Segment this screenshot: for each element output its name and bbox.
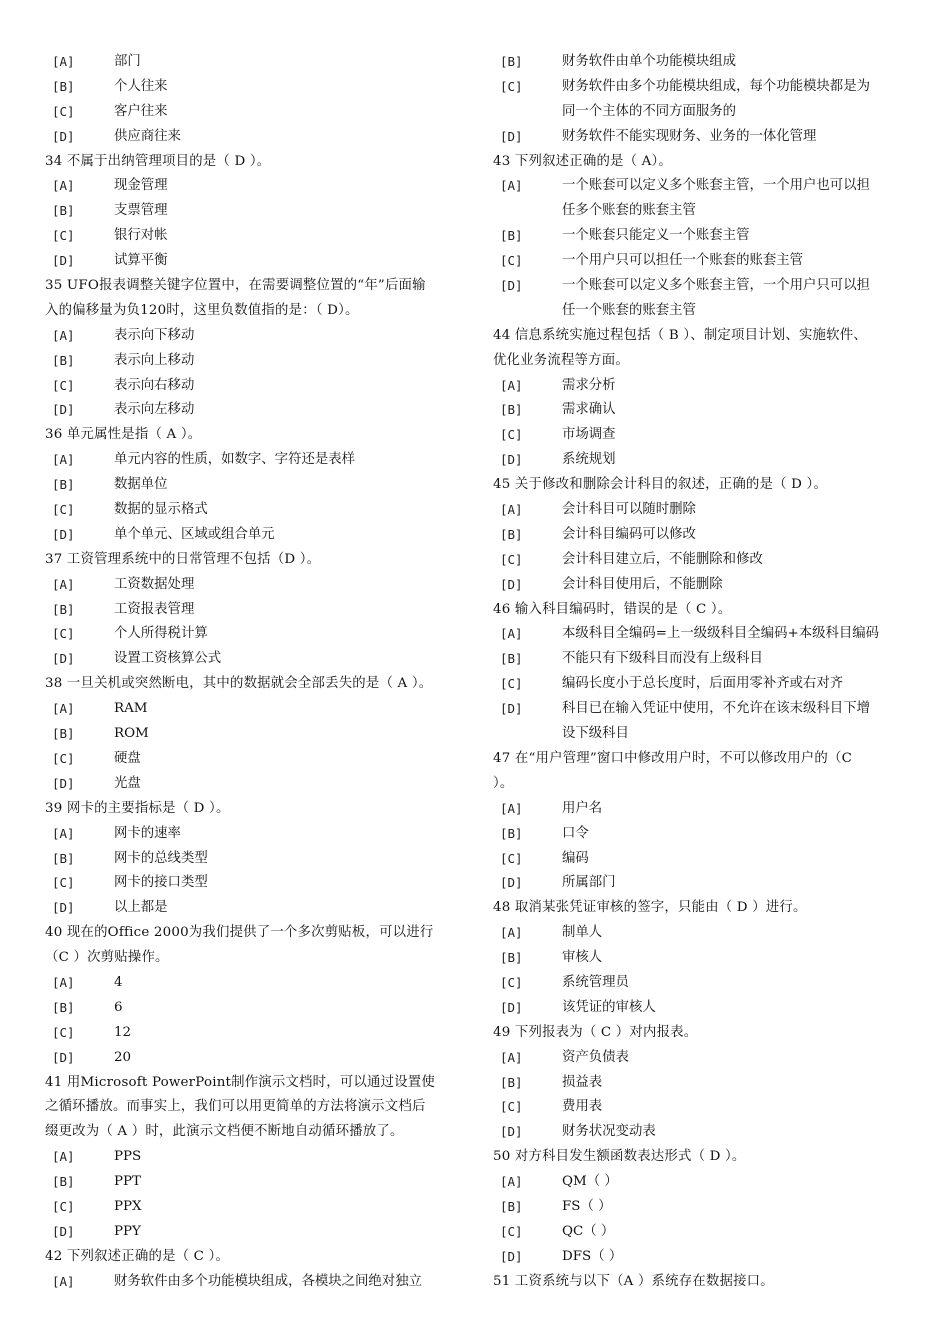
answer-option bbox=[45, 598, 465, 623]
option-text: 工资数据处理 bbox=[114, 576, 195, 592]
answer-option bbox=[45, 498, 465, 523]
answer-option bbox=[45, 722, 465, 747]
option-text: 个人所得税计算 bbox=[114, 626, 208, 642]
option-key: [B] bbox=[52, 999, 75, 1015]
option-text: 口令 bbox=[562, 825, 589, 841]
option-text: PPX bbox=[114, 1198, 142, 1214]
option-key: [D] bbox=[500, 1248, 523, 1264]
option-text: 系统规划 bbox=[562, 452, 616, 468]
option-continuation bbox=[493, 299, 905, 324]
answer-option bbox=[493, 622, 905, 647]
question-text: ）。 bbox=[493, 775, 514, 791]
answer-option bbox=[493, 1120, 905, 1145]
option-key: [A] bbox=[500, 626, 523, 642]
option-text: 制单人 bbox=[562, 925, 603, 941]
option-text: 表示向上移动 bbox=[114, 352, 195, 368]
option-key: [B] bbox=[500, 1198, 523, 1214]
answer-option bbox=[493, 174, 905, 199]
question-text: 36 单元属性是指（ A ）。 bbox=[45, 427, 202, 443]
option-key: [D] bbox=[52, 1223, 75, 1239]
option-key: [C] bbox=[52, 377, 75, 393]
answer-option bbox=[45, 75, 465, 100]
option-text: PPT bbox=[114, 1174, 141, 1190]
question-text: 39 网卡的主要指标是（ D ）。 bbox=[45, 800, 230, 816]
option-text: 20 bbox=[114, 1049, 132, 1065]
option-text: 会计科目使用后，不能删除 bbox=[562, 576, 723, 592]
question-text: 38 一旦关机或突然断电，其中的数据就会全部丢失的是（ A ）。 bbox=[45, 676, 433, 692]
answer-option bbox=[45, 224, 465, 249]
option-key: [C] bbox=[500, 551, 523, 567]
question-text: 入的偏移量为负120时，这里负数值指的是：（ D）。 bbox=[45, 302, 359, 318]
option-key: [D] bbox=[500, 278, 523, 294]
option-key: [B] bbox=[52, 477, 75, 493]
option-key: [A] bbox=[500, 1174, 523, 1190]
answer-option bbox=[493, 75, 905, 100]
option-text: 一个账套可以定义多个账套主管，一个用户也可以担 bbox=[562, 178, 870, 194]
option-key: [D] bbox=[52, 253, 75, 269]
question-text: 缀更改为（ A ）时，此演示文档便不断地自动循环播放了。 bbox=[45, 1124, 404, 1140]
answer-option bbox=[45, 398, 465, 423]
option-text: 4 bbox=[114, 974, 123, 990]
option-text: 网卡的接口类型 bbox=[114, 875, 208, 891]
option-text: 表示向左移动 bbox=[114, 402, 195, 418]
option-key: [B] bbox=[500, 526, 523, 542]
option-text: 设置工资核算公式 bbox=[114, 651, 222, 667]
option-text: 编码 bbox=[562, 850, 589, 866]
question-text: 优化业务流程等方面。 bbox=[493, 352, 629, 368]
answer-option bbox=[493, 374, 905, 399]
answer-option bbox=[493, 548, 905, 573]
option-text: 会计科目编码可以修改 bbox=[562, 526, 696, 542]
answer-option bbox=[45, 747, 465, 772]
option-key: [A] bbox=[52, 825, 75, 841]
option-key: [B] bbox=[500, 402, 523, 418]
option-text: 任一个账套的账套主管 bbox=[562, 302, 696, 318]
option-text: DFS（ ） bbox=[562, 1248, 623, 1264]
option-key: [C] bbox=[52, 875, 75, 891]
option-text: 现金管理 bbox=[114, 178, 168, 194]
answer-option bbox=[493, 1095, 905, 1120]
answer-option bbox=[45, 871, 465, 896]
answer-option bbox=[493, 697, 905, 722]
option-key: [B] bbox=[500, 228, 523, 244]
answer-option bbox=[493, 1071, 905, 1096]
option-text: 银行对帐 bbox=[114, 228, 168, 244]
option-key: [B] bbox=[500, 54, 523, 69]
option-key: [A] bbox=[52, 54, 75, 69]
option-key: [B] bbox=[52, 352, 75, 368]
question-text: 42 下列叙述正确的是（ C ）。 bbox=[45, 1248, 230, 1264]
option-text: RAM bbox=[114, 701, 148, 717]
option-key: [C] bbox=[500, 78, 523, 94]
option-text: 财务软件由单个功能模块组成 bbox=[562, 54, 737, 69]
answer-option bbox=[493, 125, 905, 150]
option-key: [B] bbox=[500, 825, 523, 841]
question-text: 之循环播放。而事实上，我们可以用更简单的方法将演示文档后 bbox=[45, 1099, 426, 1115]
option-key: [B] bbox=[52, 850, 75, 866]
option-text: 财务软件由多个功能模块组成，各模块之间绝对独立 bbox=[114, 1273, 422, 1289]
option-key: [C] bbox=[52, 1024, 75, 1040]
option-key: [C] bbox=[52, 626, 75, 642]
answer-option bbox=[493, 971, 905, 996]
question-text: 35 UFO报表调整关键字位置中，在需要调整位置的“年”后面输 bbox=[45, 278, 426, 294]
option-text: 审核人 bbox=[562, 950, 603, 966]
option-key: [D] bbox=[52, 128, 75, 144]
option-text: 单个单元、区域或组合单元 bbox=[114, 526, 275, 542]
option-key: [A] bbox=[52, 452, 75, 468]
option-text: 所属部门 bbox=[562, 875, 616, 891]
question-text: 44 信息系统实施过程包括（ B ）、制定项目计划、实施软件、 bbox=[493, 327, 867, 343]
option-text: 同一个主体的不同方面服务的 bbox=[562, 103, 737, 119]
option-text: QC（ ） bbox=[562, 1223, 615, 1239]
option-key: [D] bbox=[500, 452, 523, 468]
option-key: [D] bbox=[500, 576, 523, 592]
answer-option bbox=[45, 473, 465, 498]
option-text: 财务状况变动表 bbox=[562, 1124, 656, 1140]
option-text: 12 bbox=[114, 1024, 132, 1040]
option-key: [B] bbox=[500, 950, 523, 966]
answer-option bbox=[493, 946, 905, 971]
option-key: [C] bbox=[52, 502, 75, 518]
answer-option bbox=[45, 174, 465, 199]
option-key: [D] bbox=[52, 1049, 75, 1065]
answer-option bbox=[45, 847, 465, 872]
question-text: 47 在“用户管理”窗口中修改用户时，不可以修改用户的（C bbox=[493, 750, 853, 766]
option-text: 表示向右移动 bbox=[114, 377, 195, 393]
option-text: PPS bbox=[114, 1149, 142, 1165]
question-text: 43 下列叙述正确的是（ A）。 bbox=[493, 153, 673, 169]
option-key: [B] bbox=[52, 203, 75, 219]
option-text: 费用表 bbox=[562, 1099, 603, 1115]
answer-option bbox=[493, 224, 905, 249]
answer-option bbox=[45, 1021, 465, 1046]
option-text: 资产负债表 bbox=[562, 1049, 629, 1065]
answer-option bbox=[45, 50, 465, 75]
answer-option bbox=[493, 249, 905, 274]
option-text: 部门 bbox=[114, 54, 141, 69]
option-text: 以上都是 bbox=[114, 900, 168, 916]
option-key: [D] bbox=[52, 900, 75, 916]
option-key: [A] bbox=[500, 178, 523, 194]
option-text: PPY bbox=[114, 1223, 141, 1239]
option-text: 支票管理 bbox=[114, 203, 168, 219]
option-text: 财务软件不能实现财务、业务的一体化管理 bbox=[562, 128, 817, 144]
answer-option bbox=[45, 374, 465, 399]
option-text: 需求确认 bbox=[562, 402, 616, 418]
option-key: [C] bbox=[500, 253, 523, 269]
option-text: 网卡的速率 bbox=[114, 825, 181, 841]
option-text: 一个用户只可以担任一个账套的账套主管 bbox=[562, 253, 804, 269]
option-key: [C] bbox=[500, 850, 523, 866]
option-key: [A] bbox=[52, 1149, 75, 1165]
question-text: 48 取消某张凭证审核的签字，只能由（ D ）进行。 bbox=[493, 900, 807, 916]
option-text: ROM bbox=[114, 726, 149, 742]
option-key: [C] bbox=[52, 750, 75, 766]
option-key: [B] bbox=[52, 726, 75, 742]
question-text: 41 用Microsoft PowerPoint制作演示文档时，可以通过设置使 bbox=[45, 1074, 435, 1090]
option-key: [B] bbox=[52, 601, 75, 617]
option-key: [D] bbox=[52, 526, 75, 542]
option-continuation bbox=[493, 199, 905, 224]
option-key: [B] bbox=[500, 1074, 523, 1090]
answer-option bbox=[45, 622, 465, 647]
answer-option bbox=[45, 896, 465, 921]
option-text: 任多个账套的账套主管 bbox=[562, 203, 696, 219]
question-text: 51 工资系统与以下（A ）系统存在数据接口。 bbox=[493, 1273, 774, 1289]
option-key: [B] bbox=[500, 651, 523, 667]
answer-option bbox=[45, 772, 465, 797]
option-text: 该凭证的审核人 bbox=[562, 999, 656, 1015]
option-key: [A] bbox=[52, 974, 75, 990]
answer-option bbox=[493, 1245, 905, 1270]
answer-option bbox=[493, 274, 905, 299]
option-text: 一个账套只能定义一个账套主管 bbox=[562, 228, 750, 244]
option-key: [A] bbox=[52, 701, 75, 717]
answer-option bbox=[493, 647, 905, 672]
option-text: 供应商往来 bbox=[114, 128, 181, 144]
option-text: 需求分析 bbox=[562, 377, 616, 393]
option-text: 设下级科目 bbox=[562, 726, 629, 742]
answer-option bbox=[493, 448, 905, 473]
option-key: [C] bbox=[52, 228, 75, 244]
option-text: FS（ ） bbox=[562, 1198, 612, 1214]
option-key: [D] bbox=[52, 775, 75, 791]
answer-option bbox=[45, 1046, 465, 1071]
answer-option bbox=[493, 921, 905, 946]
answer-option bbox=[45, 349, 465, 374]
option-key: [C] bbox=[52, 103, 75, 119]
answer-option bbox=[493, 1170, 905, 1195]
option-key: [D] bbox=[500, 128, 523, 144]
option-key: [A] bbox=[500, 502, 523, 518]
option-key: [A] bbox=[52, 327, 75, 343]
answer-option bbox=[45, 996, 465, 1021]
answer-option bbox=[493, 672, 905, 697]
answer-option bbox=[45, 324, 465, 349]
option-text: 单元内容的性质，如数字、字符还是表样 bbox=[114, 452, 356, 468]
question-text: 40 现在的Office 2000为我们提供了一个多次剪贴板，可以进行 bbox=[45, 925, 434, 941]
option-key: [D] bbox=[500, 875, 523, 891]
option-key: [D] bbox=[500, 701, 523, 717]
option-key: [A] bbox=[52, 1273, 75, 1289]
option-key: [A] bbox=[52, 576, 75, 592]
option-continuation bbox=[493, 722, 905, 747]
option-text: 数据的显示格式 bbox=[114, 502, 208, 518]
option-text: 网卡的总线类型 bbox=[114, 850, 208, 866]
option-text: 会计科目可以随时删除 bbox=[562, 502, 696, 518]
option-text: 光盘 bbox=[114, 775, 141, 791]
answer-option bbox=[45, 697, 465, 722]
answer-option bbox=[45, 1170, 465, 1195]
question-text: 50 对方科目发生额函数表达形式（ D ）。 bbox=[493, 1149, 746, 1165]
question-text: 45 关于修改和删除会计科目的叙述，正确的是（ D ）。 bbox=[493, 477, 828, 493]
question-text: 46 输入科目编码时，错误的是（ C ）。 bbox=[493, 601, 732, 617]
answer-option bbox=[493, 498, 905, 523]
answer-option bbox=[493, 1220, 905, 1245]
right-column bbox=[493, 50, 905, 1295]
answer-option bbox=[45, 448, 465, 473]
answer-option bbox=[45, 249, 465, 274]
option-text: 损益表 bbox=[562, 1074, 603, 1090]
answer-option bbox=[493, 1046, 905, 1071]
answer-option bbox=[45, 1195, 465, 1220]
option-key: [C] bbox=[500, 676, 523, 692]
option-key: [C] bbox=[500, 974, 523, 990]
option-key: [C] bbox=[500, 1099, 523, 1115]
answer-option bbox=[45, 100, 465, 125]
option-key: [C] bbox=[500, 1223, 523, 1239]
answer-option bbox=[45, 971, 465, 996]
option-text: 表示向下移动 bbox=[114, 327, 195, 343]
option-key: [C] bbox=[500, 427, 523, 443]
option-text: 试算平衡 bbox=[114, 253, 168, 269]
answer-option bbox=[45, 1270, 465, 1295]
option-key: [D] bbox=[500, 1124, 523, 1140]
option-text: 一个账套可以定义多个账套主管，一个用户只可以担 bbox=[562, 278, 870, 294]
option-text: 数据单位 bbox=[114, 477, 168, 493]
option-text: 系统管理员 bbox=[562, 974, 629, 990]
option-text: 工资报表管理 bbox=[114, 601, 195, 617]
option-text: 个人往来 bbox=[114, 78, 168, 94]
left-column bbox=[45, 50, 465, 1295]
option-key: [D] bbox=[500, 999, 523, 1015]
option-text: 编码长度小于总长度时，后面用零补齐或右对齐 bbox=[562, 676, 844, 692]
option-key: [B] bbox=[52, 1174, 75, 1190]
question-text: （C ）次剪贴操作。 bbox=[45, 950, 169, 966]
option-key: [D] bbox=[52, 402, 75, 418]
option-key: [B] bbox=[52, 78, 75, 94]
option-text: 硬盘 bbox=[114, 750, 141, 766]
option-text: 不能只有下级科目而没有上级科目 bbox=[562, 651, 763, 667]
answer-option bbox=[45, 199, 465, 224]
answer-option bbox=[493, 847, 905, 872]
answer-option bbox=[493, 1195, 905, 1220]
answer-option bbox=[45, 1220, 465, 1245]
option-key: [A] bbox=[500, 925, 523, 941]
answer-option bbox=[45, 822, 465, 847]
question-text: 37 工资管理系统中的日常管理不包括（D ）。 bbox=[45, 551, 321, 567]
answer-option bbox=[493, 523, 905, 548]
answer-option bbox=[45, 573, 465, 598]
question-text: 34 不属于出纳管理项目的是（ D ）。 bbox=[45, 153, 271, 169]
option-key: [A] bbox=[500, 1049, 523, 1065]
option-text: QM（ ） bbox=[562, 1174, 618, 1190]
answer-option bbox=[45, 1145, 465, 1170]
option-text: 用户名 bbox=[562, 800, 603, 816]
option-text: 科目已在输入凭证中使用，不允许在该末级科目下增 bbox=[562, 701, 870, 717]
answer-option bbox=[493, 50, 905, 75]
answer-option bbox=[493, 996, 905, 1021]
option-text: 会计科目建立后，不能删除和修改 bbox=[562, 551, 763, 567]
answer-option bbox=[493, 573, 905, 598]
option-continuation bbox=[493, 100, 905, 125]
answer-option bbox=[493, 822, 905, 847]
option-text: 财务软件由多个功能模块组成，每个功能模块都是为 bbox=[562, 78, 870, 94]
option-key: [A] bbox=[52, 178, 75, 194]
option-key: [C] bbox=[52, 1198, 75, 1214]
question-text: 49 下列报表为（ C ）对内报表。 bbox=[493, 1024, 698, 1040]
answer-option bbox=[45, 125, 465, 150]
option-key: [D] bbox=[52, 651, 75, 667]
option-key: [A] bbox=[500, 800, 523, 816]
option-key: [A] bbox=[500, 377, 523, 393]
option-text: 市场调查 bbox=[562, 427, 616, 443]
option-text: 6 bbox=[114, 999, 123, 1015]
answer-option bbox=[493, 871, 905, 896]
answer-option bbox=[493, 423, 905, 448]
answer-option bbox=[45, 647, 465, 672]
answer-option bbox=[493, 797, 905, 822]
option-text: 本级科目全编码=上一级级科目全编码+本级科目编码 bbox=[562, 626, 880, 642]
answer-option bbox=[493, 398, 905, 423]
answer-option bbox=[45, 523, 465, 548]
option-text: 客户往来 bbox=[114, 103, 168, 119]
